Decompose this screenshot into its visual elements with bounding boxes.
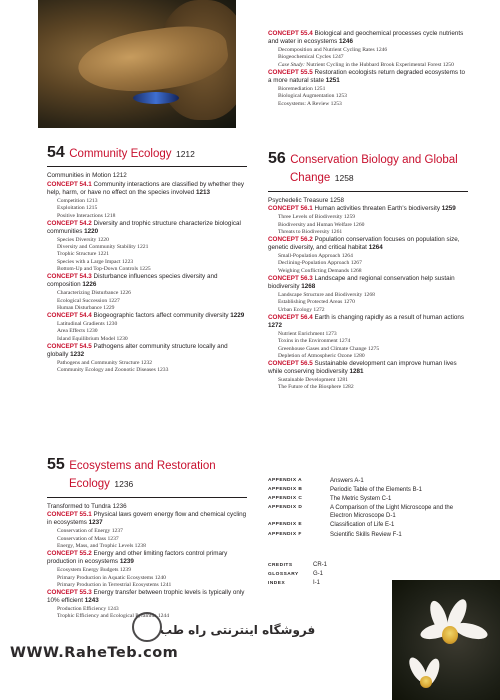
appendix-label: APPENDIX A [268, 478, 303, 483]
subsection-entry[interactable]: Greenhouse Gases and Climate Change 1275 [278, 345, 380, 352]
subsection-entry[interactable]: Positive Interactions 1218 [57, 212, 116, 219]
subsection-entry[interactable]: Species with a Large Impact 1223 [57, 258, 134, 265]
orchid-petal [453, 620, 489, 642]
back-matter-entry[interactable] [268, 579, 388, 588]
back-matter-label: CREDITS [268, 563, 293, 568]
concept-text: Human activities threaten Earth's biodiversity [314, 205, 440, 213]
subsection-entry[interactable]: Bioremediation 1251 [278, 85, 326, 92]
chapter-title-line2[interactable]: Change [290, 172, 331, 185]
appendix-text: Answers A-1 [330, 478, 364, 484]
concept-text: Earth is changing rapidly as a result of human actions [314, 313, 465, 321]
chapter-opener[interactable]: Psychedelic Treasure 1258 [268, 196, 344, 204]
concept-list [47, 181, 247, 375]
appendix-label: APPENDIX F [268, 531, 302, 537]
concept-page: 1281 [349, 368, 364, 376]
concept-text: Energy transfer between trophic levels is typically only 10% efficient [47, 589, 245, 605]
appendix-text: A Comparison of the Light Microscope and the Electron Microscope D-1 [330, 505, 454, 520]
concept-label: CONCEPT 55.1 [47, 511, 92, 519]
appendix-label: APPENDIX D [268, 505, 303, 511]
subsection-entry[interactable]: Small-Population Approach 1264 [278, 253, 353, 260]
appendix-entry[interactable] [268, 477, 468, 485]
concept-entry[interactable] [47, 511, 247, 527]
concept-text: Physical laws govern energy flow and chemical cycling in ecosystems [47, 511, 247, 527]
chapter-title-line2[interactable]: Ecology [69, 478, 110, 491]
appendix-list [268, 477, 468, 540]
subsection-entry[interactable]: Nutrient Enrichment 1273 [278, 331, 337, 337]
divider [47, 497, 247, 498]
concept-entry[interactable] [47, 312, 247, 320]
appendix-entry[interactable] [268, 504, 468, 520]
case-study-text: Nutrient Cycling in the Hubbard Brook Experimental Forest 1250 [306, 61, 454, 68]
concept-label: CONCEPT 56.4 [268, 313, 313, 321]
chapter-opener[interactable]: Communities in Motion 1212 [47, 172, 127, 180]
chapter-55-section [47, 456, 247, 621]
subsection-entry[interactable]: Characterizing Disturbance 1226 [57, 290, 131, 297]
subsection-entry[interactable]: Ecosystem Energy Budgets 1239 [57, 567, 132, 574]
chapter-title[interactable]: Ecosystems and Restoration [69, 460, 216, 472]
concept-page: 1268 [301, 283, 316, 291]
concept-list [268, 30, 468, 62]
appendix-entry[interactable] [268, 531, 468, 539]
subsection-entry[interactable]: Depletion of Atmospheric Ozone 1280 [278, 352, 365, 359]
subsection-entry[interactable]: Three Levels of Biodiversity 1259 [278, 214, 356, 221]
concept-page: 1220 [84, 227, 99, 235]
subsection-entry[interactable]: Ecological Succession 1227 [57, 297, 120, 304]
appendix-text: Classification of Life E-1 [330, 522, 395, 529]
appendix-text: Scientific Skills Review F-1 [330, 531, 402, 538]
concept-text: Biological and geochemical processes cycle nutrients and water in ecosystems [268, 30, 464, 46]
subsection-entry[interactable]: Biogeochemical Cycles 1247 [278, 54, 344, 61]
subsection-entry[interactable]: Latitudinal Gradients 1230 [57, 321, 118, 328]
back-matter-list [268, 561, 388, 588]
concept-text: Population conservation focuses on population size, genetic diversity, and critical habitat [268, 236, 460, 252]
watermark-logo [132, 612, 162, 642]
subsection-entry[interactable]: Community Ecology and Zoonotic Diseases 1233 [57, 367, 169, 374]
subsection-entry[interactable]: Declining-Population Approach 1267 [278, 260, 362, 267]
chapter-54-section [47, 144, 247, 375]
concept-page: 1237 [88, 519, 103, 527]
subsection-entry[interactable]: Establishing Protected Areas 1270 [278, 299, 355, 306]
concept-label: CONCEPT 56.2 [268, 236, 313, 244]
chapter-54-heading [47, 144, 247, 162]
back-matter-text: G-1 [313, 571, 324, 577]
concept-entry[interactable] [47, 181, 247, 197]
subsection-entry[interactable]: Toxins in the Environment 1274 [278, 338, 351, 345]
chapter-page: 1212 [175, 149, 195, 159]
back-matter-text: I-1 [313, 580, 321, 586]
appendix-label: APPENDIX C [268, 496, 303, 502]
concept-label: CONCEPT 54.4 [47, 312, 92, 320]
concept-list [268, 69, 468, 108]
chapter-title[interactable]: Community Ecology [69, 148, 172, 160]
subsection-entry[interactable]: Ecosystems: A Review 1253 [278, 100, 342, 107]
subsection-entry[interactable]: Production Efficiency 1243 [57, 606, 119, 613]
subsection-entry[interactable]: Bottom-Up and Top-Down Controls 1225 [57, 265, 151, 272]
appendix-text: The Metric System C-1 [330, 496, 392, 503]
concept-page: 1226 [82, 281, 97, 289]
concept-entry[interactable] [268, 360, 468, 376]
subsection-entry[interactable]: Primary Production in Terrestrial Ecosystems 1241 [57, 581, 172, 588]
concept-label: CONCEPT 56.1 [268, 205, 313, 213]
concept-page: 1229 [230, 312, 245, 320]
concept-text: Community interactions are classified by whether they help, harm, or have no effect on the species involved [47, 180, 245, 196]
concept-text: Restoration ecologists return degraded ecosystems to a more natural state [268, 68, 466, 84]
back-matter-label: GLOSSARY [268, 572, 299, 577]
chapter-56-heading [268, 150, 468, 187]
orchid-lip [420, 676, 432, 688]
subsection-entry[interactable]: Pathogens and Community Structure 1232 [57, 360, 153, 367]
concept-list [268, 205, 468, 391]
concept-entry[interactable] [268, 205, 468, 213]
chapter-page: 1236 [114, 479, 134, 490]
chapter-page: 1258 [334, 173, 354, 184]
concept-entry[interactable] [268, 275, 468, 291]
concept-label: CONCEPT 54.2 [47, 219, 92, 227]
subsection-entry[interactable]: Biodiversity and Human Welfare 1260 [278, 221, 365, 228]
concept-text: Diversity and trophic structure characterize biological communities [47, 219, 241, 235]
appendix-entry[interactable] [268, 521, 468, 529]
watermark-persian-text: فروشگاه اینترنتی راه طب [160, 623, 316, 637]
subsection-entry[interactable]: Energy, Mass, and Trophic Levels 1238 [57, 542, 146, 549]
moray-eel-photo [38, 0, 236, 128]
concept-page: 1239 [119, 558, 134, 566]
chapter-55-continued [268, 30, 468, 108]
concept-page: 1272 [268, 321, 283, 329]
chapter-number: 54 [47, 144, 65, 161]
concept-text: Disturbance influences species diversity and composition [47, 273, 218, 289]
concept-page: 1264 [368, 244, 383, 252]
cleaner-fish-shape [133, 92, 179, 104]
concept-page: 1251 [325, 76, 340, 84]
back-matter-rows [268, 561, 388, 588]
concept-text: Biogeographic factors affect community diversity [93, 312, 229, 320]
concept-label: CONCEPT 54.5 [47, 342, 92, 350]
appendix-entry[interactable] [268, 486, 468, 494]
subsection-entry[interactable]: Conservation of Energy 1237 [57, 528, 123, 535]
subsection-entry[interactable]: Species Diversity 1220 [57, 236, 109, 243]
subsection-entry[interactable]: Primary Production in Aquatic Ecosystems 1240 [57, 574, 166, 581]
concept-page: 1213 [196, 188, 211, 196]
concept-page: 1246 [339, 38, 354, 46]
chapter-opener[interactable]: Transformed to Tundra 1236 [47, 502, 127, 510]
orchid-lip [442, 626, 458, 644]
concept-entry[interactable] [268, 236, 468, 252]
subsection-entry[interactable]: Biological Augmentation 1253 [278, 93, 347, 100]
concept-label: CONCEPT 54.3 [47, 273, 92, 281]
concept-text: Pathogens alter community structure locally and globally [47, 342, 228, 358]
concept-entry[interactable] [47, 273, 247, 289]
concept-entry[interactable] [47, 550, 247, 566]
divider [47, 166, 247, 167]
divider [268, 191, 468, 192]
concept-entry[interactable] [268, 30, 468, 46]
subsection-entry[interactable]: Landscape Structure and Biodiversity 1268 [278, 292, 375, 299]
subsection-entry[interactable]: Competition 1213 [57, 197, 98, 204]
back-matter-label: INDEX [268, 581, 286, 586]
appendix-rows [268, 477, 468, 539]
subsection-entry[interactable]: Urban Ecology 1272 [278, 306, 325, 313]
chapter-title[interactable]: Conservation Biology and Global [290, 154, 458, 166]
subsection-entry[interactable]: Weighing Conflicting Demands 1268 [278, 267, 362, 274]
appendix-label: APPENDIX E [268, 522, 303, 528]
case-study-entry[interactable] [268, 62, 468, 69]
subsection-entry[interactable]: The Future of the Biosphere 1282 [278, 384, 354, 391]
chapter-56-section [268, 150, 468, 392]
concept-label: CONCEPT 55.5 [268, 68, 313, 76]
appendix-label: APPENDIX B [268, 487, 303, 493]
watermark-url: WWW.RaheTeb.com [10, 645, 179, 661]
concept-label: CONCEPT 55.4 [268, 30, 313, 37]
appendix-text: Periodic Table of the Elements B-1 [330, 487, 422, 494]
subsection-entry[interactable]: Human Disturbance 1229 [57, 304, 115, 311]
subsection-entry[interactable]: Trophic Structure 1221 [57, 251, 109, 258]
concept-page: 1259 [441, 205, 456, 213]
concept-label: CONCEPT 56.5 [268, 360, 313, 368]
concept-text: Energy and other limiting factors control primary production in ecosystems [47, 550, 228, 566]
concept-entry[interactable] [47, 589, 247, 605]
subsection-entry[interactable]: Area Effects 1230 [57, 328, 98, 335]
appendix-entry[interactable] [268, 495, 468, 503]
concept-entry[interactable] [268, 69, 468, 85]
orchid-photo [392, 580, 500, 700]
subsection-entry[interactable]: Conservation of Mass 1237 [57, 535, 119, 542]
chapter-number: 56 [268, 150, 286, 167]
subsection-entry[interactable]: Sustainable Development 1281 [278, 377, 348, 384]
back-matter-text: CR-1 [313, 562, 328, 568]
concept-page: 1232 [70, 350, 85, 358]
subsection-entry[interactable]: Threats to Biodiversity 1261 [278, 228, 343, 235]
back-matter-entry[interactable] [268, 570, 388, 579]
case-study-label: Case Study: [278, 61, 305, 68]
concept-label: CONCEPT 56.3 [268, 275, 313, 283]
concept-page: 1243 [84, 597, 99, 605]
concept-text: Landscape and regional conservation help sustain biodiversity [268, 275, 455, 291]
back-matter-entry[interactable] [268, 561, 388, 570]
concept-entry[interactable] [47, 343, 247, 359]
subsection-entry[interactable]: Island Equilibrium Model 1230 [57, 335, 128, 342]
subsection-entry[interactable]: Diversity and Community Stability 1221 [57, 244, 149, 251]
concept-list [47, 511, 247, 620]
concept-label: CONCEPT 54.1 [47, 180, 92, 188]
concept-text: Sustainable development can improve human lives while conserving biodiversity [268, 360, 457, 376]
concept-entry[interactable] [47, 220, 247, 236]
chapter-55-heading [47, 456, 247, 493]
subsection-entry[interactable]: Trophic Efficiency and Ecological Pyramids 1244 [57, 613, 170, 620]
subsection-entry[interactable]: Exploitation 1215 [57, 205, 98, 212]
chapter-number: 55 [47, 456, 65, 473]
concept-label: CONCEPT 55.2 [47, 550, 92, 558]
concept-label: CONCEPT 55.3 [47, 589, 92, 597]
concept-entry[interactable] [268, 314, 468, 330]
subsection-entry[interactable]: Decomposition and Nutrient Cycling Rates 1246 [278, 47, 388, 54]
